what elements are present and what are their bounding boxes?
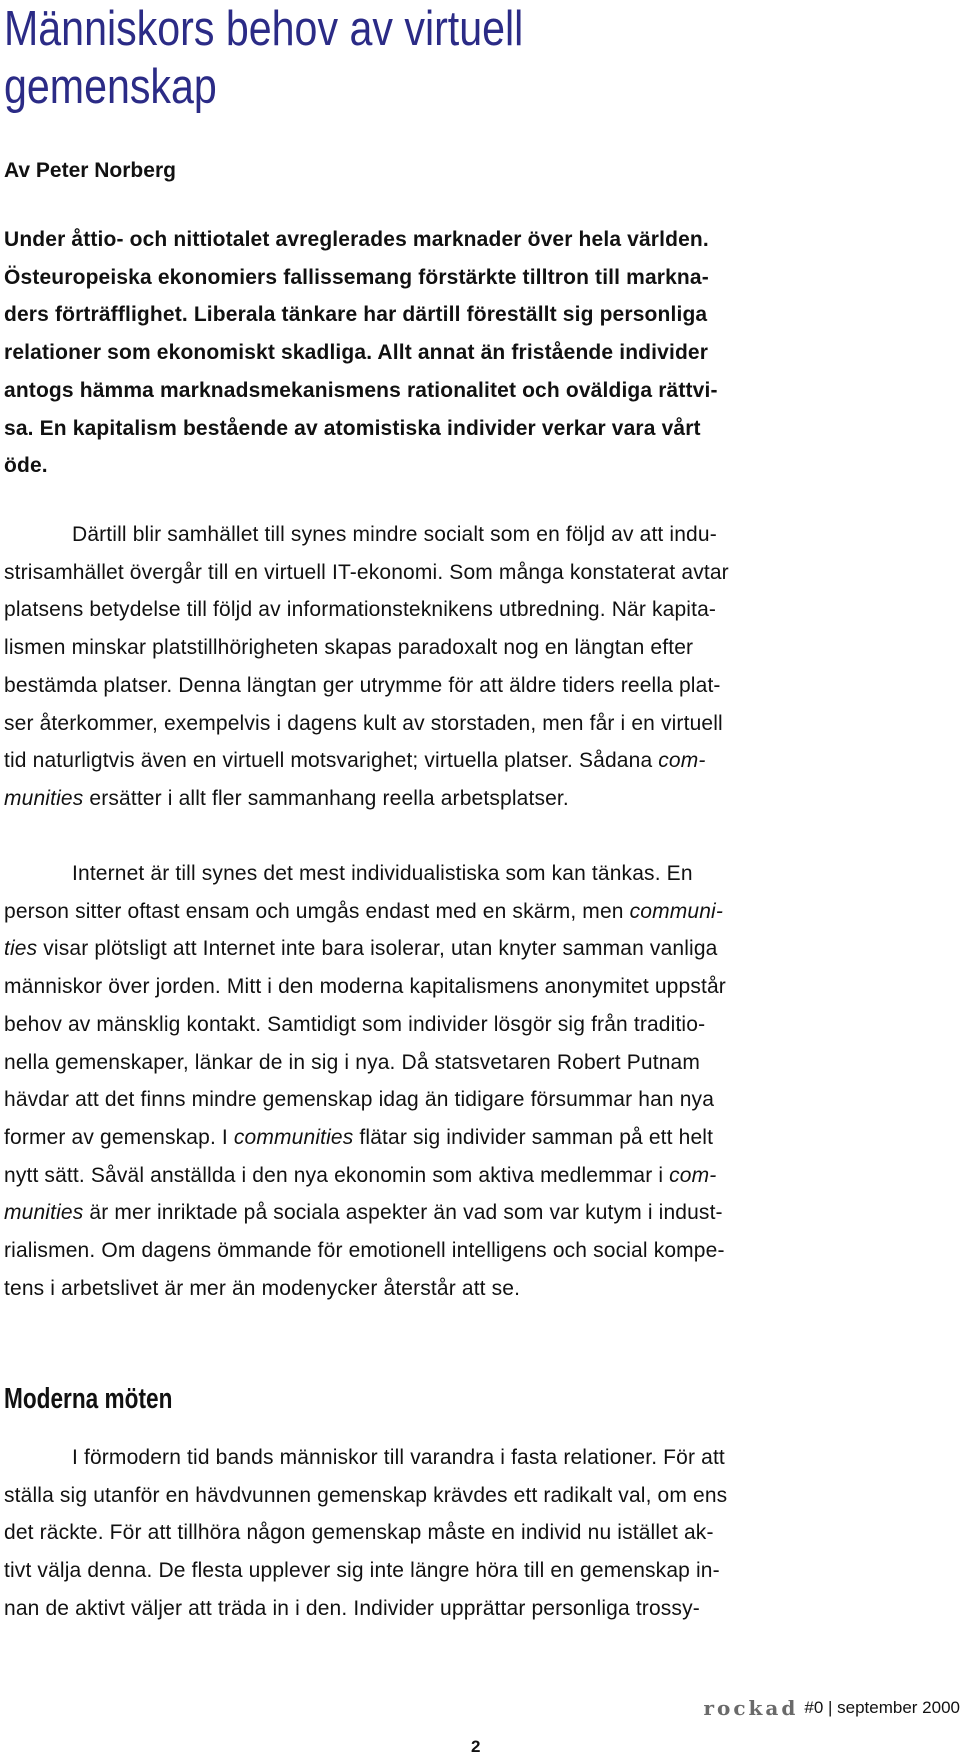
text-line: det räckte. För att tillhöra någon gemenskap måste en individ nu istället ak- (4, 1521, 714, 1545)
emphasis: ties (4, 937, 38, 961)
text-line (4, 930, 954, 968)
page-footer (704, 1694, 960, 1722)
text-line: ders förträfflighet. Liberala tänkare har därtill föreställt sig personliga (4, 303, 708, 327)
body-paragraph (4, 516, 954, 818)
body-paragraph (4, 855, 954, 1307)
page-number: 2 (471, 1737, 481, 1756)
section-heading: Moderna möten (4, 1383, 173, 1415)
text-line: relationer som ekonomiskt skadliga. Allt annat än fristående individer (4, 341, 709, 365)
text-line: antogs hämma marknadsmekanismens rationalitet och oväldiga rättvi- (4, 378, 718, 402)
text-line: tens i arbetslivet är mer än modenycker återstår att se. (4, 1276, 521, 1300)
text-line: tivt välja denna. De flesta upplever sig inte längre höra till en gemenskap in- (4, 1559, 720, 1583)
issue-info: #0 | september 2000 (804, 1698, 960, 1717)
title-line: Människors behov av virtuell (4, 2, 524, 56)
text-line: nella gemenskaper, länkar de in sig i nya. Då statsvetaren Robert Putnam (4, 1050, 701, 1074)
text-segment: tid naturligtvis även en virtuell motsvarighet; virtuella platser. Sådana (4, 749, 659, 773)
byline: Av Peter Norberg (4, 159, 176, 182)
text-segment: visar plötsligt att Internet inte bara isolerar, utan knyter samman vanliga (37, 937, 718, 961)
text-line (4, 1119, 954, 1157)
text-line: nan de aktivt väljer att träda in i den. Individer upprättar personliga trossy- (4, 1596, 700, 1620)
emphasis: com- (669, 1163, 717, 1187)
text-line: rialismen. Om dagens ömmande för emotionell intelligens och social kompe- (4, 1239, 725, 1263)
text-line (4, 1157, 954, 1195)
text-line: ställa sig utanför en hävdvunnen gemenskap krävdes ett radikalt val, om ens (4, 1483, 728, 1507)
body-paragraph (4, 1439, 954, 1628)
text-line: öde. (4, 454, 48, 478)
text-segment: ersätter i allt fler sammanhang reella arbetsplatser. (83, 786, 569, 810)
text-line: sa. En kapitalism bestående av atomistiska individer verkar vara vårt (4, 416, 701, 440)
text-line (4, 893, 954, 931)
text-line (4, 1194, 954, 1232)
text-line: hävdar att det finns mindre gemenskap idag än tidigare försummar han nya (4, 1088, 715, 1112)
emphasis: munities (4, 786, 84, 810)
text-segment: är mer inriktade på sociala aspekter än vad som var kutym i indust- (83, 1201, 723, 1225)
text-line (4, 780, 954, 818)
text-line: Under åttio- och nittiotalet avreglerades marknader över hela världen. (4, 228, 709, 251)
article-title (4, 0, 794, 116)
emphasis: com- (658, 749, 706, 773)
emphasis: munities (4, 1201, 84, 1225)
text-line: Internet är till synes det mest individualistiska som kan tänkas. En (72, 862, 693, 885)
text-line: bestämda platser. Denna längtan ger utrymme för att äldre tiders reella plat- (4, 673, 721, 697)
text-line: lismen minskar platstillhörigheten skapas paradoxalt nog en längtan efter (4, 636, 694, 660)
text-segment: person sitter oftast ensam och umgås endast med en skärm, men (4, 899, 630, 923)
text-line: människor över jorden. Mitt i den moderna kapitalismens anonymitet uppstår (4, 975, 726, 999)
text-segment: flätar sig individer samman på ett helt (353, 1125, 714, 1149)
title-line: gemenskap (4, 60, 217, 114)
text-line: Östeuropeiska ekonomiers fallissemang förstärkte tilltron till markna- (4, 265, 709, 289)
emphasis: communities (233, 1125, 354, 1149)
emphasis: communi- (629, 899, 723, 923)
text-segment: nytt sätt. Såväl anställda i den nya ekonomin som aktiva medlemmar i (4, 1163, 670, 1187)
text-line: ser återkommer, exempelvis i dagens kult av storstaden, men får i en virtuell (4, 711, 723, 735)
text-line: Därtill blir samhället till synes mindre socialt som en följd av att indu- (72, 523, 717, 546)
text-line: platsens betydelse till följd av informationsteknikens utbredning. När kapita- (4, 598, 717, 622)
text-line: behov av mänsklig kontakt. Samtidigt som individer lösgör sig från traditio- (4, 1012, 706, 1036)
lead-paragraph (4, 221, 954, 485)
publication-logo: rockad (703, 1696, 799, 1720)
text-segment: former av gemenskap. I (4, 1125, 234, 1149)
text-line (4, 742, 954, 780)
text-line: strisamhället övergår till en virtuell IT-ekonomi. Som många konstaterat avtar (4, 560, 729, 584)
text-line: I förmodern tid bands människor till varandra i fasta relationer. För att (72, 1446, 725, 1469)
